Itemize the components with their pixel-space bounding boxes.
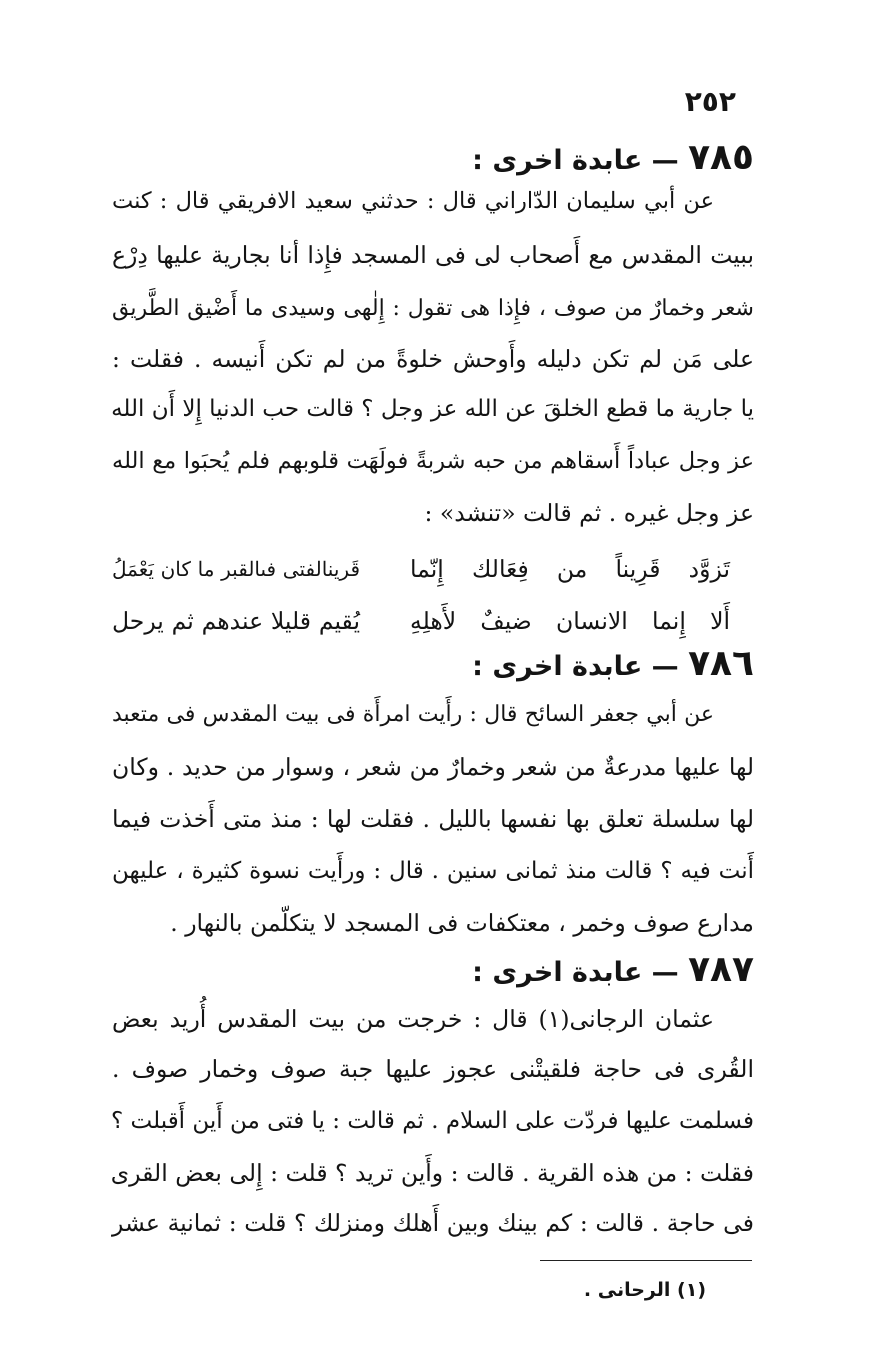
- paragraph-line: عن أبي سليمان الدّاراني قال : حدثني سعيد الافريقي قال : كنت: [112, 188, 714, 214]
- paragraph-line: عثمان الرجانى(١) قال : خرجت من بيت المقدس أُريد بعض: [112, 1005, 714, 1033]
- paragraph-line: شعر وخمارٌ من صوف ، فإِذا هى تقول : إِلٰهى وسيدى ما أَضْيق الطَّريق: [112, 296, 754, 321]
- verse-first-half: أَلا إِنما الانسان ضيفٌ لأَهلِهِ: [410, 607, 730, 635]
- poem-verse: [112, 600, 754, 642]
- section-number: ٧٨٦: [688, 643, 754, 684]
- paragraph-line: فى حاجة . قالت : كم بينك وبين أَهلك ومنزلك ؟ قلت : ثمانية عشر: [112, 1209, 754, 1237]
- paragraph-line: القُرى فى حاجة فلقيتْنى عجوز عليها جبة صوف وخمار صوف .: [112, 1055, 754, 1083]
- page-number: ٢٥٢: [684, 85, 736, 118]
- section-787-heading: [114, 950, 754, 993]
- paragraph-line: فسلمت عليها فردّت على السلام . ثم قالت : يا فتى من أَين أَقبلت ؟: [111, 1108, 754, 1134]
- paragraph-line: لها عليها مدرعةٌ من شعر وخمارٌ من شعر ، وسوار من حديد . وكان: [112, 753, 754, 781]
- paragraph-line: مدارع صوف وخمر ، معتكفات فى المسجد لا يتكلّمن بالنهار .: [170, 909, 754, 937]
- paragraph-line: لها سلسلة تعلق بها نفسها بالليل . فقلت لها : منذ متى أَخذت فيما: [112, 805, 754, 833]
- section-title: — عابدة اخرى :: [472, 957, 689, 988]
- paragraph-line: فقلت : من هذه القرية . قالت : وأَين تريد ؟ قلت : إِلى بعض القرى: [110, 1159, 754, 1187]
- footnote-divider: [540, 1260, 752, 1261]
- verse-second-half: قَرينالفتى فىالقبر ما كان يَعْمَلُ: [112, 557, 360, 581]
- paragraph-line: عز وجل غيره . ثم قالت «تنشد» :: [424, 499, 754, 527]
- paragraph-line: ببيت المقدس مع أَصحاب لى فى المسجد فإِذا أنا بجارية عليها دِرْع: [112, 241, 754, 269]
- section-number: ٧٨٧: [688, 949, 754, 990]
- section-number: ٧٨٥: [688, 137, 754, 178]
- section-title: — عابدة اخرى :: [472, 651, 689, 682]
- paragraph-line: يا جارية ما قطع الخلقَ عن الله عز وجل ؟ قالت حب الدنيا إِلا أَن الله: [111, 396, 754, 422]
- paragraph-line: أَنت فيه ؟ قالت منذ ثمانى سنين . قال : ورأَيت نسوة كثيرة ، عليهن: [112, 858, 754, 884]
- poem-verse: [112, 548, 754, 590]
- section-786-heading: [114, 644, 754, 687]
- verse-first-half: تَزوَّد قَرِيناً من فِعَالك إِنّما: [410, 555, 730, 583]
- paragraph-line: عن أبي جعفر السائح قال : رأَيت امرأَة فى بيت المقدس فى متعبد: [112, 702, 714, 727]
- footnote: (١) الرحانى .: [583, 1279, 706, 1301]
- section-785-heading: [114, 138, 754, 181]
- paragraph-line: على مَن لم تكن دليله وأَوحش خلوةً من لم تكن أَنيسه . فقلت :: [112, 345, 754, 373]
- section-title: — عابدة اخرى :: [472, 145, 689, 176]
- verse-second-half: يُقيم قليلا عندهم ثم يرحل: [112, 607, 360, 635]
- paragraph-line: عز وجل عباداً أَسقاهم من حبه شربةً فولَهَت قلوبهم فلم يُحبَوا مع الله: [112, 448, 754, 474]
